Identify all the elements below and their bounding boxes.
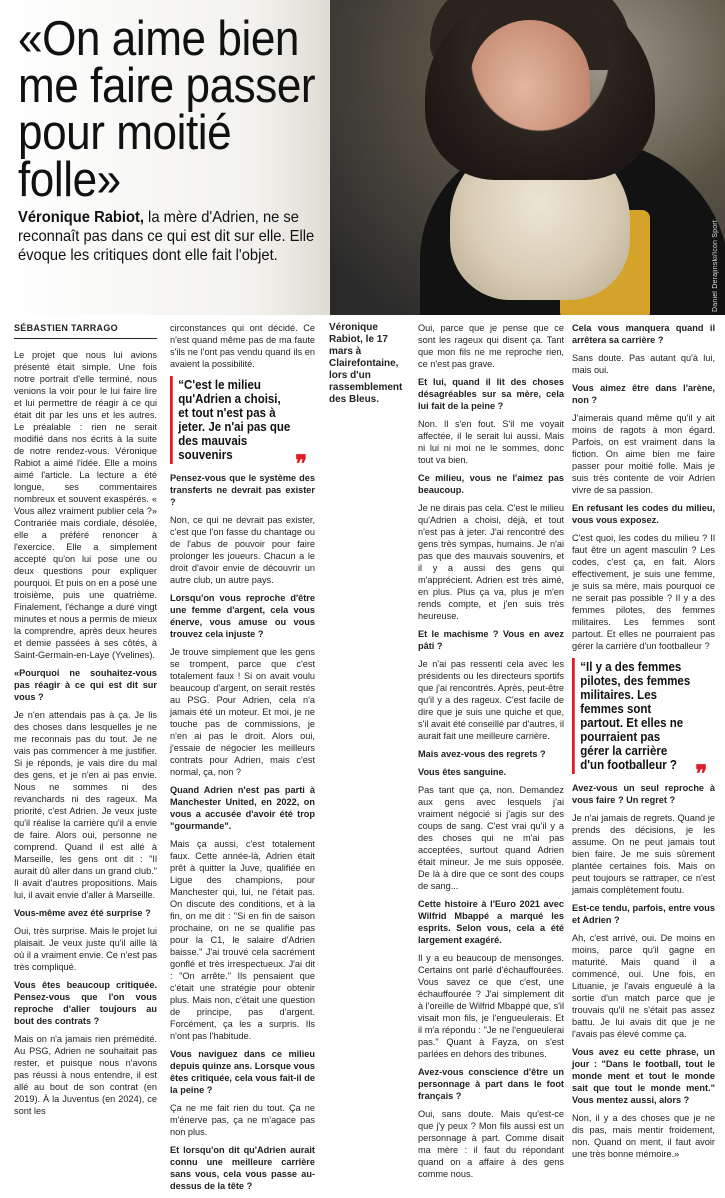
question: Cela vous manquera quand il arrêtera sa carrière ? (572, 323, 715, 345)
column-4-top (572, 322, 715, 652)
hero-photo (0, 0, 725, 315)
pull-quote-2-text: “Il y a des femmes pilotes, des femmes militaires. Les femmes sont partout. Et elles ne pourraient pas gérer la carrière d'un footballeur ? (580, 660, 691, 772)
question: Quand Adrien n'est pas parti à Manchester United, en 2022, on vous a accusée d'avoir été trop "gourmande". (170, 785, 315, 831)
photo-hair (425, 0, 655, 180)
answer: Oui, très surprise. Mais le projet lui plaisait. Je veux juste qu'il aille là où il a vraiment envie. Ce n'est pas très compliqué. (14, 926, 157, 972)
question: Et lorsqu'on dit qu'Adrien aurait connu une meilleure carrière sans vous, cela vous passe au-dessus de la tête ? (170, 1145, 315, 1191)
dek (18, 208, 322, 265)
answer: J'aimerais quand même qu'il y ait moins de ragots à mon égard. Parfois, on est vraiment dans la fiction. On aime bien me faire passer pour moitié folle. Mais je suis très contente de voir Adrien vivre de sa passion. (572, 413, 715, 495)
photo-credit: Daniel Derajinski/Icon Sport (712, 220, 719, 312)
answer: Ça ne me fait rien du tout. Ça ne m'énerve pas, ça ne m'agace pas non plus. (170, 1103, 315, 1137)
question: Vous êtes beaucoup critiquée. Pensez-vous que l'on vous reproche d'aller toujours au bout des contrats ? (14, 980, 157, 1026)
answer: C'est quoi, les codes du milieu ? Il faut être un agent masculin ? Les codes, c'est ça, en fait. Alors effectivement, je suis une femme, je suis sa mère, mais pourquoi ce ne serait pas possible ? Il y a des femmes pilotes, des femmes militaires. Les femmes sont partout. Et elles ne pourraient pas gérer la carrière d'un footballeur ? (572, 533, 715, 651)
question: Vous naviguez dans ce milieu depuis quinze ans. Lorsque vous êtes critiquée, cela vous fait-il de la peine ? (170, 1049, 315, 1095)
answer: Ah, c'est arrivé, oui. De moins en moins, parce qu'il gagne en maturité. Mais quand il a commencé, oui. Une fois, en Lituanie, je l'avais engueulé à la sortie d'un match parce que je trouvais qu'il ne s'était pas assez battu. Je lui avais dit que je ne l'avais pas élevé comme ça. (572, 933, 715, 1039)
column-4 (572, 322, 715, 1166)
answer: Je n'ai jamais de regrets. Quand je prends des décisions, je les assume. On ne peut jamais tout bien faire. Je me suis sûrement plantée certaines fois. Mais on peut toujours se rattraper, ce n'est jamais complètement foutu. (572, 813, 715, 895)
column-1 (14, 322, 157, 1123)
answer: Je trouve simplement que les gens se trompent, parce que c'est totalement faux ! Si on avait voulu beaucoup d'argent, on serait restés au PSG. Pour Adrien, cela n'a jamais été un moteur. Et moi, je ne touche pas de commissions, je n'en ai pas le droit. Alors oui, j'essaie de négocier les meilleurs contrats pour Adrien, mais c'est normal, ça, non ? (170, 647, 315, 777)
question: Mais avez-vous des regrets ? (418, 749, 546, 759)
answer: Mais on n'a jamais rien prémédité. Au PSG, Adrien ne souhaitait pas rester, et puisque nous n'avons pas réussi à nous entendre, il est allé au bout de son contrat (en 2019). À la Juventus (en 2024), ce sont les (14, 1034, 157, 1116)
question: Vous êtes sanguine. (418, 767, 507, 777)
answer: circonstances qui ont décidé. Ce n'est quand même pas de ma faute s'ils ne l'ont pas vendu quand ils en avaient la possibilité. (170, 323, 315, 369)
question: En refusant les codes du milieu, vous vous exposez. (572, 503, 715, 525)
answer: Non, il y a des choses que je ne dis pas, mais mentir froidement, non. Quand on ment, il faut avoir une très bonne mémoire.» (572, 1113, 715, 1159)
question: Pensez-vous que le système des transferts ne devrait pas exister ? (170, 473, 315, 507)
question: Cette histoire à l'Euro 2021 avec Wilfrid Mbappé a marqué les esprits. Selon vous, cela a été largement exagéré. (418, 899, 564, 945)
question: Vous-même avez été surprise ? (14, 908, 151, 918)
answer: Sans doute. Pas autant qu'à lui, mais oui. (572, 353, 715, 375)
question: Et le machisme ? Vous en avez pâti ? (418, 629, 564, 651)
question: «Pourquoi ne souhaitez-vous pas réagir à ce qui est dit sur vous ? (14, 668, 157, 702)
pull-quote-1-text: “C'est le milieu qu'Adrien a choisi, et tout n'est pas à jeter. Je n'ai pas que des mauvais souvenirs (178, 378, 291, 462)
answer: Non, ce qui ne devrait pas exister, c'est que l'on fasse du chantage ou de l'abus de pouvoir pour faire prolonger les joueurs. Chacun a le droit d'avoir envie de découvrir un autre club, un autre pays. (170, 515, 315, 585)
close-quote-icon: ❞ (295, 451, 308, 478)
answer: Mais ça aussi, c'est totalement faux. Cette année-là, Adrien était prêt à quitter la Juve, qualifiée en Ligue des champions, pour Manchester qui, lui, ne l'était pas. On discute des conditions, et à la fin, on me dit : "Si en fin de saison prochaine, on ne se qualifie pas pour la C1, le salaire d'Adrien baisse." J'ai trouvé cela sacrément gonflé et très irrespectueux. J'ai dit : "On arrête." Ils pensaient que c'était une stratégie pour obtenir plus. Mais non, c'était une question de principe, pas d'argent. Forcément, ça les a surpris. Ils n'ont pas l'habitude. (170, 839, 315, 1041)
answer: Le projet que nous lui avions présenté était simple. Une fois notre portrait d'elle terminé, nous venions la voir pour le lui faire lire et lui permettre de réagir à ce qui était dit par les uns et les autres. Le préalable : rien ne serait modifié dans nos écrits à la suite de notre rendez-vous. Véronique Rabiot a aimé l'idée. Elle a moins aimé l'article. La lecture a été longue, ses commentaires nombreux et souvent exaspérés. « Vous allez vraiment publier cela ?» Contrariée mais cordiale, désolée, elle a préféré renoncer à l'exercice. Elle a simplement accepté qu'on lui pose une ou deux questions pour expliquer pourquoi. Et puis on en a posé une troisième, puis une quatrième. Finalement, l'échange a duré vingt minutes et nous a permis de mieux la comprendre, après deux heures et demie passées à ses côtés, à Saint-Germain-en-Laye (Yvelines). (14, 350, 157, 660)
column-2-top (170, 322, 315, 370)
question: Avez-vous un seul reproche à vous faire ? Un regret ? (572, 783, 715, 805)
answer: Je ne dirais pas cela. C'est le milieu qu'Adrien a choisi, déjà, et tout n'est pas à jeter. J'ai rencontré des gens très sympas, humains. Je n'ai pas que des mauvais souvenirs, et il y a aussi des gens qui m'apprécient. Adrien est très aimé, en plus. Plus ça va, plus je m'en rends compte, et j'en suis très heureuse. (418, 503, 564, 621)
dek-name: Véronique Rabiot, (18, 209, 144, 226)
column-3 (418, 322, 564, 1186)
dek-text: la mère d'Adrien, ne se reconnaît pas dans ce qui est dit sur elle. Elle évoque les critiques dont elle fait l'objet. (18, 209, 315, 264)
answer: Non. Il s'en fout. S'il me voyait affectée, il le serait lui aussi. Mais ni lui ni moi ne le sommes, donc tout va bien. (418, 419, 564, 465)
question: Vous avez eu cette phrase, un jour : "Dans le football, tout le monde ment et tout le monde sait que tout le monde ment." Vous mentez aussi, alors ? (572, 1047, 715, 1105)
answer: Je n'ai pas ressenti cela avec les présidents ou les directeurs sportifs que j'ai rencontrés. Après, peut-être qu'il y a des rageux. C'est facile de dire que je suis une quiche et que, s'il avait été conseillé par d'autres, il aurait fait une meilleure carrière. (418, 659, 564, 741)
question: Avez-vous conscience d'être un personnage à part dans le foot français ? (418, 1067, 564, 1101)
question: Et lui, quand il lit des choses désagréables sur sa mère, cela lui fait de la peine ? (418, 377, 564, 411)
pull-quote-1 (170, 376, 308, 478)
pull-quote-2 (572, 658, 708, 788)
question: Est-ce tendu, parfois, entre vous et Adrien ? (572, 903, 715, 925)
column-2 (170, 322, 315, 1198)
headline: «On aime bien me faire passer pour moitié folle» (18, 12, 316, 207)
byline: SÉBASTIEN TARRAGO (14, 322, 157, 339)
column-2-body (170, 472, 315, 1192)
answer: Oui, sans doute. Mais qu'est-ce que j'y peux ? Mon fils aussi est un personnage à part. Comme disait ma mère : il faut du répondant quand on a affaire à des gens comme nous. (418, 1109, 564, 1179)
answer: Pas tant que ça, non. Demandez aux gens avec lesquels j'ai vraiment négocié si j'agis sur des coups de sang. C'est vrai qu'il y a des choses qui ne m'ai pas acceptées, surtout quand Adrien était mineur. Je me suis opposée. De là à dire que ce sont des coups de sang... (418, 785, 564, 891)
column-3-body (418, 322, 564, 1180)
answer: Je n'en attendais pas à ça. Je lis des choses dans lesquelles je ne me reconnais pas du tout. Je ne vais pas commencer à me justifier. Si je réponds, je vais dire du mal des gens, et je n'en ai pas envie. Nous ne sommes ni des revanchards ni des rageux. Ma priorité, c'est Adrien. Je veux juste qu'il réalise la carrière qu'il a envie de faire. Alors oui, personne ne comprend. Quand il est allé à Marseille, les gens ont dit : "Il aurait dû aller dans un grand club." Il avait d'autres propositions. Mais lui, il avait envie d'aller à Marseille. (14, 710, 157, 900)
photo-caption: Véronique Rabiot, le 17 mars à Clairefontaine, lors d'un rassemblement des Bleus. (329, 322, 403, 405)
question: Vous aimez être dans l'arène, non ? (572, 383, 715, 405)
column-1-body (14, 349, 157, 1117)
question: Lorsqu'on vous reproche d'être une femme d'argent, cela vous énerve, vous amuse ou vous trouvez cela injuste ? (170, 593, 315, 639)
question: Ce milieu, vous ne l'aimez pas beaucoup. (418, 473, 564, 495)
answer: Oui, parce que je pense que ce sont les rageux qui disent ça. Tant que mon fils ne me reproche rien, ce n'est pas grave. (418, 323, 564, 369)
close-quote-icon: ❞ (695, 761, 708, 788)
answer: Il y a eu beaucoup de mensonges. Certains ont parlé d'échauffourées. Vous savez ce que c'est, une échauffourée ? J'ai simplement dit à l'oreille de Wilfrid Mbappé que, s'il visait mon fils, je l'engueulerais. Et il m'a répondu : "Je ne l'engueulerai pas." Quant à Fayza, on s'est parlées en dehors des tribunes. (418, 953, 564, 1059)
